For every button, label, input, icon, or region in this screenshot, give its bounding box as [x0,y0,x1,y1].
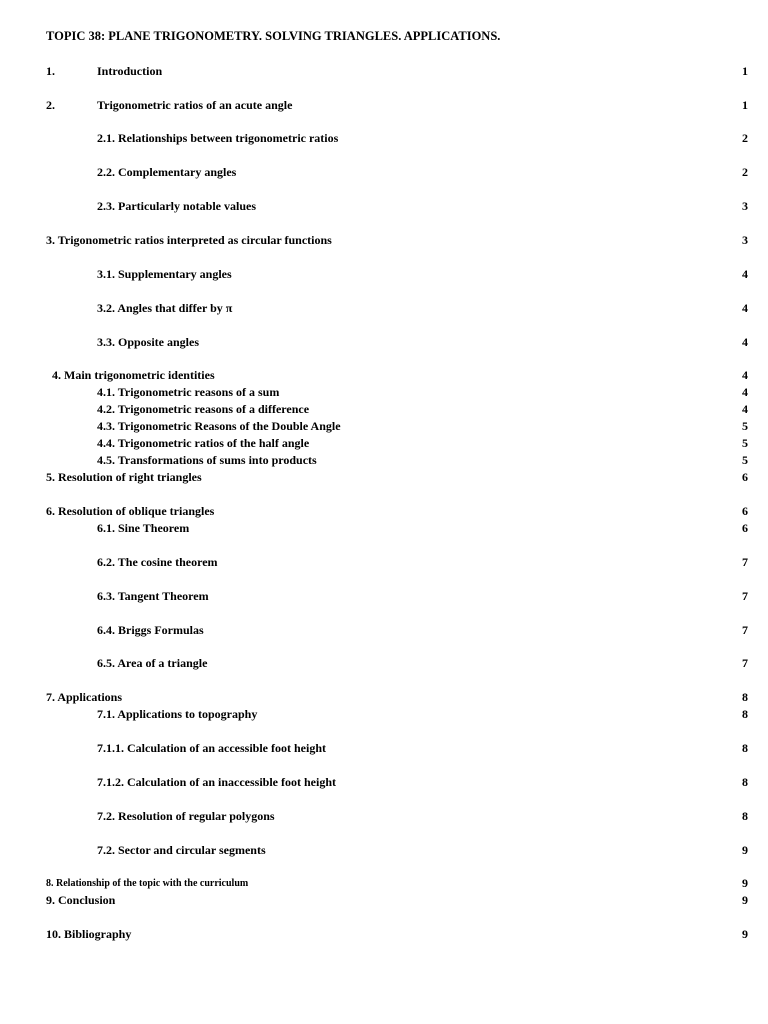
toc-entry-title: Introduction [97,64,163,78]
toc-entry [0,554,768,571]
toc-entry [0,401,768,418]
toc-entry-title: 6.5. Area of a triangle [97,656,208,670]
toc-entry-page-number: 2 [742,165,748,179]
toc-entry-page-number: 8 [742,707,748,721]
toc-entry-page-number: 9 [742,893,748,907]
toc-entry-page-number: 8 [742,690,748,704]
toc-entry-title: 7.2. Sector and circular segments [97,843,266,857]
toc-entry-page-number: 6 [742,521,748,535]
toc-entry-page-number: 1 [742,64,748,78]
toc-entry [0,774,768,791]
toc-entry-title: 4.4. Trigonometric ratios of the half angle [97,436,310,450]
toc-entry-page-number: 4 [742,385,748,399]
toc-entry-title: 4.5. Transformations of sums into products [97,453,317,467]
toc-entry-page-number: 5 [742,453,748,467]
toc-entry-title: 3.1. Supplementary angles [97,267,232,281]
toc-entry [0,164,768,181]
toc-entry-title: 4.3. Trigonometric Reasons of the Double Angle [97,419,341,433]
toc-entry [0,469,768,486]
toc-entry-title: 2.2. Complementary angles [97,165,237,179]
toc-entry-page-number: 5 [742,419,748,433]
toc-entry-page-number: 3 [742,233,748,247]
toc-entry-title: 3.2. Angles that differ by π [97,301,233,315]
toc-entry-title: 6.3. Tangent Theorem [97,589,209,603]
toc-entry [0,130,768,147]
toc-entry-title: 2.3. Particularly notable values [97,199,256,213]
toc-entry-title: 4.2. Trigonometric reasons of a difference [97,402,310,416]
toc-entry-page-number: 6 [742,504,748,518]
toc-entry-page-number: 3 [742,199,748,213]
toc-entry-page-number: 4 [742,335,748,349]
toc-entry [0,689,768,706]
toc-entry-title: 7.1.1. Calculation of an accessible foot height [97,741,326,755]
toc-entry-page-number: 9 [742,843,748,857]
toc-entry-page-number: 8 [742,775,748,789]
toc-entry-page-number: 5 [742,436,748,450]
toc-entry-page-number: 4 [742,301,748,315]
toc-entry-title: 7.2. Resolution of regular polygons [97,809,275,823]
page-title: TOPIC 38: PLANE TRIGONOMETRY. SOLVING TRIANGLES. APPLICATIONS. [46,29,501,43]
toc-entry [0,452,768,469]
toc-entry-page-number: 8 [742,809,748,823]
toc-entry [0,198,768,215]
toc-entry [0,63,768,80]
toc-entry-page-number: 1 [742,98,748,112]
toc-entry-page-number: 7 [742,555,748,569]
toc-entry [0,740,768,757]
toc-entry [0,418,768,435]
toc-entry-title: 3. Trigonometric ratios interpreted as circular functions [46,233,332,247]
toc-entry-page-number: 2 [742,131,748,145]
toc-entry [0,232,768,249]
toc-entry-title: 5. Resolution of right triangles [46,470,202,484]
toc-entry [0,842,768,859]
toc-entry [0,808,768,825]
toc-entry-title: 6.1. Sine Theorem [97,521,190,535]
toc-entry-page-number: 7 [742,656,748,670]
toc-entry [0,706,768,723]
toc-entry [0,266,768,283]
toc-entry-number: 2. [46,98,55,112]
toc-entry-page-number: 8 [742,741,748,755]
toc-entry [0,300,768,317]
toc-entry-title: 9. Conclusion [46,893,116,907]
toc-entry [0,892,768,909]
toc-entry-page-number: 7 [742,623,748,637]
toc-entry [0,384,768,401]
toc-entry-page-number: 9 [742,927,748,941]
toc-entry-number: 1. [46,64,55,78]
toc-entry [0,367,768,384]
toc-entry-title: 3.3. Opposite angles [97,335,200,349]
toc-entry [0,926,768,943]
toc-entry-title: 6. Resolution of oblique triangles [46,504,215,518]
toc-entry-title: Trigonometric ratios of an acute angle [97,98,293,112]
toc-entry [0,520,768,537]
toc-entry-page-number: 7 [742,589,748,603]
toc-entry-title: 6.2. The cosine theorem [97,555,218,569]
toc-entry-title: 8. Relationship of the topic with the curriculum [46,878,249,889]
toc-entry-page-number: 4 [742,402,748,416]
toc-entry-title: 7.1.2. Calculation of an inaccessible foot height [97,775,336,789]
toc-entry-title: 7. Applications [46,690,123,704]
toc-entry-page-number: 9 [742,876,748,890]
toc-entry [0,435,768,452]
toc-entry-title: 7.1. Applications to topography [97,707,258,721]
toc-entry-title: 10. Bibliography [46,927,132,941]
toc-entry [0,655,768,672]
toc-entry-title: 2.1. Relationships between trigonometric ratios [97,131,339,145]
toc-entry [0,334,768,351]
toc-entry-page-number: 4 [742,267,748,281]
toc-entry [0,588,768,605]
toc-entry [0,875,768,892]
toc-entry [0,503,768,520]
toc-entry-title: 6.4. Briggs Formulas [97,623,204,637]
toc-entry [0,97,768,114]
toc-entry-page-number: 4 [742,368,748,382]
toc-entry-page-number: 6 [742,470,748,484]
toc-entry-title: 4.1. Trigonometric reasons of a sum [97,385,280,399]
toc-entry [0,622,768,639]
toc-entry-title: 4. Main trigonometric identities [52,368,215,382]
